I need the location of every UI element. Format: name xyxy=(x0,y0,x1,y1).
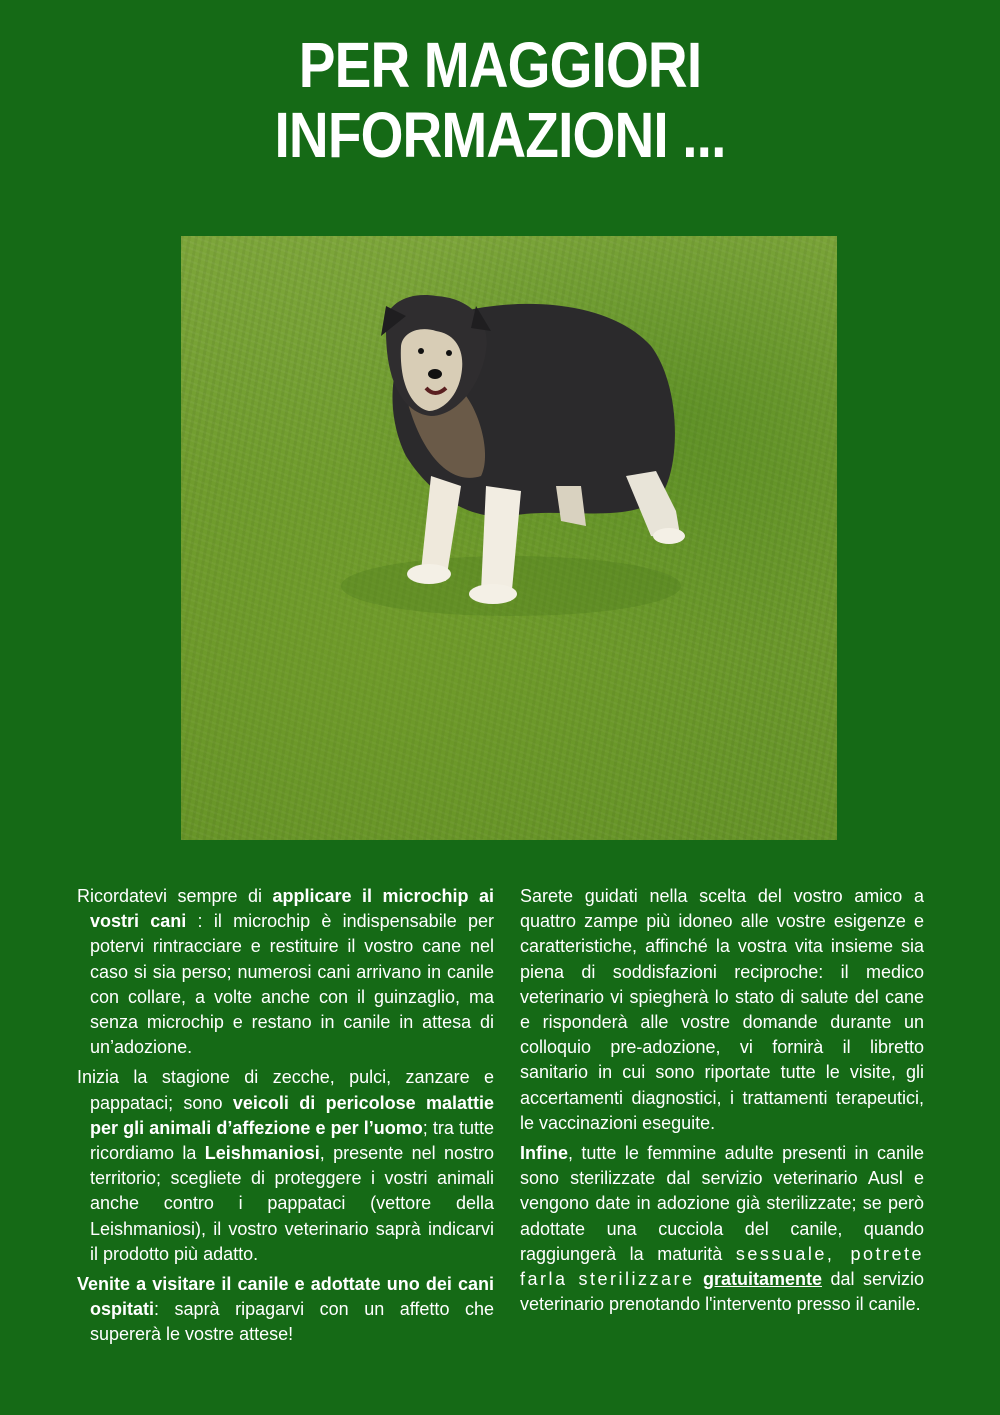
page-title xyxy=(70,30,930,170)
parasites-paragraph: Inizia la stagione di zecche, pulci, zanzare e pappataci; sono veicoli di pericolose malattie per gli animali d’affezione e per l’uomo; tra tutte ricordiamo la Leishmaniosi, presente nel nostro territorio; scegliete di proteggere i vostri animali anche contro i pappataci (vettore della Leishmaniosi), il vostro veterinario saprà indicarvi il prodotto più adatto. xyxy=(77,1067,494,1264)
dog-illustration xyxy=(181,236,837,840)
visit-paragraph: Venite a visitare il canile e adottate uno dei cani ospitati: saprà ripagarvi con un affetto che supererà le vostre attese! xyxy=(77,1274,494,1345)
right-text-column xyxy=(520,884,924,1322)
left-text-column xyxy=(77,884,494,1353)
dog-photo xyxy=(181,236,837,840)
title-line-1: PER MAGGIORI xyxy=(298,29,702,101)
sterilization-paragraph: Infine, tutte le femmine adulte presenti in canile sono sterilizzate dal servizio veterinario Ausl e vengono date in adozione già sterilizzate; se però adottate una cucciola del canile, quando raggiungerà la maturità sessuale, potrete farla sterilizzare gratuitamente dal servizio veterinario prenotando l'intervento presso il canile. xyxy=(520,1143,925,1315)
title-line-2: INFORMAZIONI ... xyxy=(274,99,726,171)
microchip-paragraph: Ricordatevi sempre di applicare il microchip ai vostri cani : il microchip è indispensabile per potervi rintracciare e restituire il vostro cane nel caso si sia perso; numerosi cani arrivano in canile con collare, a volte anche con il guinzaglio, ma senza microchip e restano in canile in attesa di un’adozione. xyxy=(77,886,494,1058)
adoption-paragraph: Sarete guidati nella scelta del vostro amico a quattro zampe più idoneo alle vostre esigenze e caratteristiche, affinché la vostra vita insieme sia piena di soddisfazioni reciproche: il medico veterinario vi spiegherà lo stato di salute del cane e risponderà alle vostre domande durante un colloquio pre-adozione, vi fornirà il libretto sanitario in cui sono riportate tutte le visite, gli accertamenti diagnostici, i trattamenti terapeutici, le vaccinazioni eseguite. xyxy=(520,886,924,1133)
